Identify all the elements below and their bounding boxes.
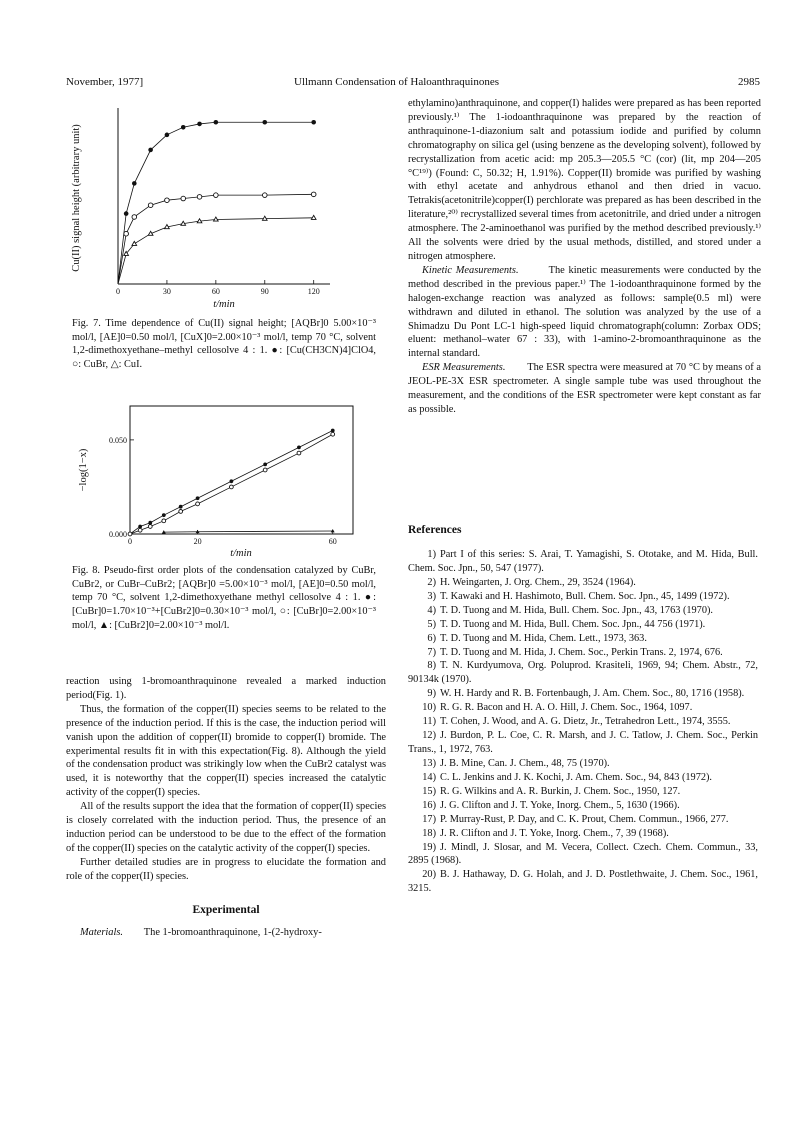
kinetic-label: Kinetic Measurements. [422,264,519,276]
fig8-data-point [162,513,166,517]
reference-text: R. G. R. Bacon and H. A. O. Hill, J. Chem. Soc., 1964, 1097. [440,702,693,714]
fig7-data-point [124,231,129,236]
fig8-data-point [196,502,200,506]
experimental-heading: Experimental [192,903,260,916]
fig7-x-axis-label: t/min [213,299,235,310]
fig8-data-point [148,521,152,525]
reference-item [408,729,758,756]
reference-item [408,757,758,771]
reference-text: B. J. Hathaway, D. G. Holah, and J. D. Postlethwaite, J. Chem. Soc., 1961, 3215. [408,869,758,894]
fig8-chart [74,404,374,562]
reference-item [408,771,758,785]
fig7-data-point [181,221,186,225]
fig8-series-open-circle [128,432,335,536]
reference-number: 8) [427,660,436,672]
reference-text: W. H. Hardy and R. B. Fortenbaugh, J. Am. Chem. Soc., 80, 1716 (1958). [440,688,745,700]
fig7-x-tick-label: 60 [211,287,220,296]
reference-number: 3) [427,590,436,602]
reference-number: 1) [427,549,436,560]
fig8-data-point [179,510,183,514]
fig7-data-point [197,122,202,127]
reference-text: J. R. Clifton and J. T. Yoke, Inorg. Chem., 7, 39 (1968). [440,827,669,839]
fig8-series-group [128,429,335,536]
reference-item [408,576,758,590]
fig7-series-open-triangle [118,215,316,284]
reference-item [408,785,758,799]
fig7-series-line [118,122,314,284]
fig8-plot [74,404,374,562]
fig8-data-point [331,432,335,436]
header-page-number: 2985 [738,76,760,88]
fig7-data-point [132,215,137,220]
reference-text: T. N. Kurdyumova, Org. Poluprod. Krasiteli, 1969, 94; Chem. Abstr., 72, 90134k (1970). [408,660,758,686]
fig7-x-ticks [116,280,320,296]
header-date: November, 1977] [66,76,144,88]
fig8-y-axis-label: −log(1−x) [78,448,89,492]
reference-number: 2) [427,576,436,588]
fig7-data-point [181,125,186,130]
fig7-data-point [124,211,129,216]
reference-number: 16) [422,799,436,811]
fig8-data-point [297,451,301,455]
fig7-chart [72,98,372,313]
fig7-data-point [214,193,219,198]
esr-text: The ESR spectra were measured at 70 °C by means of a JEOL-PE-3X ESR spectrometer. A single sample tube was used throughout the measurement, and the conditions of the ESR spectrometer were kept constant as far as possible. [408,362,762,415]
fig7-x-tick-label: 0 [116,287,120,296]
reference-text: P. Murray-Rust, P. Day, and C. K. Prout, Chem. Commun., 1966, 277. [440,813,729,825]
reference-number: 17) [422,813,436,825]
fig7-data-point [148,231,153,235]
fig8-data-point [179,505,183,509]
reference-item [408,618,758,632]
fig7-data-point [214,120,219,125]
fig8-data-point [297,446,301,450]
fig8-series-line [164,531,333,532]
reference-text: T. Kawaki and H. Hashimoto, Bull. Chem. Soc. Jpn., 45, 1499 (1972). [440,590,730,602]
reference-number: 15) [422,785,436,797]
fig8-data-point [162,519,166,523]
kinetic-text: The kinetic measurements were conducted by the method described in the previous paper.¹⁾ The 1-iodoanthraquinone formed by the halogen-exchange reaction was analyzed as follows: sample(0.5 ml) were withdrawn and diluted in ethanol. The solution was analyzed by the use of a Shimadzu Du Pont LC-1 high-speed liquid chromatograph(column: Zorbax ODS; eluent: methanol–water 67 : 33), with 1-amino-2-bromoanthraquinone as the internal standard. [408,264,761,360]
reference-text: J. G. Clifton and J. T. Yoke, Inorg. Chem., 5, 1630 (1966). [440,799,680,811]
reference-item [408,604,758,618]
reference-text: C. L. Jenkins and J. K. Kochi, J. Am. Chem. Soc., 94, 843 (1972). [440,771,712,783]
reference-number: 9) [427,688,436,700]
reference-item [408,646,758,660]
reference-number: 13) [422,757,436,769]
right-paragraph-materials: ethylamino)anthraquinone, and copper(I) halides were prepared as has been reported previously.¹⁾ The 1-iodoanthraquinone was prepared by the reaction of anthraquinone-1-diazonium salt and potassium iodide and purified by column chromatography on silica gel (using benzene as the developing solvent), followed by recrystallization from acetic acid: mp 205.3—205.5 °C (cor) (lit, mp 204—205 °C¹⁹⁾) (Found: C, 50.32; H, 1.91%). Copper(II) bromide was purified by washing with ethyl acetate and anhydrous ethanol and then dried in vacuo. Tetrakis(acetonitrile)copper(I) perchlorate was prepared as has been described in the literature,²⁰⁾ recrystallized several times from acetonitrile, and dried under a nitrogen atmosphere. The 2-aminoethanol was purified by the method described previously.¹⁾ All the solvents were dried by the usual methods, distilled, and stored under a nitrogen atmosphere. [408,98,761,262]
reference-number: 6) [427,632,436,644]
fig8-data-point [148,525,152,529]
fig8-x-ticks [128,530,337,546]
fig8-x-tick-label: 0 [128,537,132,546]
fig8-data-point [128,532,132,536]
fig7-data-point [197,195,202,200]
fig7-data-point [165,133,170,138]
fig7-data-point [165,198,170,203]
reference-number: 18) [422,827,436,839]
fig7-x-tick-label: 90 [260,287,269,296]
reference-number: 12) [422,730,436,742]
fig8-x-tick-label: 60 [328,537,337,546]
reference-text: T. Cohen, J. Wood, and A. G. Dietz, Jr., Tetrahedron Lett., 1974, 3555. [440,716,731,728]
reference-text: J. Mindl, J. Slosar, and M. Vecera, Collect. Czech. Chem. Commun., 33, 2895 (1968). [408,841,758,867]
fig7-series-group [118,120,316,284]
fig7-x-tick-label: 120 [307,287,320,296]
fig8-series-line [130,434,333,534]
reference-number: 19) [422,841,436,853]
fig8-series-filled-circle [128,429,335,536]
reference-item [408,827,758,841]
reference-number: 7) [427,646,436,658]
fig7-data-point [311,192,316,197]
fig7-data-point [311,215,316,219]
reference-number: 10) [422,702,436,714]
fig8-data-point [229,485,233,489]
reference-text: J. Burdon, P. L. Coe, C. R. Marsh, and J. C. Tatlow, J. Chem. Soc., Perkin Trans., 1, 1972, 763. [408,730,758,755]
reference-item [408,841,758,868]
fig8-data-point [138,525,142,529]
references-heading: References [408,524,462,536]
reference-item [408,799,758,813]
left-paragraph-3: All of the results support the idea that the formation of copper(II) species is closely correlated with the induction period. Thus, the presence of an induction period can be understood to be due to the effect of the formation of the copper(II) species on the catalytic activity of the copper(I) species. [66,801,386,854]
fig8-data-point [229,479,233,483]
reference-item [408,701,758,715]
fig8-series-filled-triangle [162,529,335,533]
fig7-data-point [214,217,219,221]
fig7-series-line [118,194,314,284]
fig7-caption: Fig. 7. Time dependence of Cu(II) signal height; [AQBr]0 5.00×10⁻³ mol/l, [AE]0=0.50 mol/l, [CuX]0=2.00×10⁻³ mol/l, temp 70 °C, solvent 1,2-dimethoxyethane–methyl cellosolve 4 : 1. ●: [Cu(CH3CN)4]ClO4, ○: CuBr, △: CuI. [72,318,376,371]
reference-text: J. B. Mine, Can. J. Chem., 48, 75 (1970). [440,757,610,769]
references-list [408,548,758,896]
fig8-x-tick-label: 20 [193,537,202,546]
reference-number: 4) [427,604,436,616]
reference-text: Part I of this series: S. Arai, T. Yamagishi, S. Ototake, and M. Hida, Bull. Chem. Soc. Jpn., 50, 547 (1977). [408,549,758,574]
fig7-data-point [181,196,186,201]
fig8-data-point [196,496,200,500]
fig7-data-point [197,219,202,223]
reference-number: 14) [422,771,436,783]
fig8-caption: Fig. 8. Pseudo-first order plots of the condensation catalyzed by CuBr, CuBr2, or CuBr–CuBr2; [AQBr]0 =5.00×10⁻³ mol/l, [AE]0=0.50 mol/l, temp 70 °C, solvent 1,2-dimethoxyethane methyl cellosolve 4 : 1. ●: [CuBr]0=1.70×10⁻³+[CuBr2]0=0.30×10⁻³ mol/l, ○: [CuBr]0=2.00×10⁻³ mol/l, ▲: [CuBr2]0=2.00×10⁻³ mol/l. [72,565,376,631]
reference-number: 11) [422,716,436,728]
reference-text: H. Weingarten, J. Org. Chem., 29, 3524 (1964). [440,576,636,588]
reference-number: 5) [427,618,436,630]
left-paragraph-1: reaction using 1-bromoanthraquinone revealed a marked induction period(Fig. 1). [66,676,386,701]
reference-item [408,813,758,827]
left-column-text [66,675,386,939]
fig7-data-point [132,181,137,186]
fig7-data-point [148,148,153,153]
reference-item [408,548,758,575]
fig7-plot [72,98,372,313]
fig8-x-axis-label: t/min [230,548,252,559]
fig7-data-point [311,120,316,125]
left-paragraph-4: Further detailed studies are in progress to elucidate the formation and role of the copper(II) species. [66,856,386,882]
materials-label: Materials. [80,926,124,938]
fig8-data-point [138,528,142,532]
reference-item [408,590,758,604]
materials-text: The 1-bromoanthraquinone, 1-(2-hydroxy- [143,926,322,938]
reference-item [408,687,758,701]
fig7-data-point [132,241,137,245]
right-column-text [408,97,761,417]
reference-text: T. D. Tuong and M. Hida, Bull. Chem. Soc. Jpn., 44 756 (1971). [440,618,706,630]
esr-label: ESR Measurements. [422,362,506,374]
fig8-data-point [331,429,335,433]
fig8-data-point [263,468,267,472]
fig7-data-point [262,120,267,125]
reference-item [408,715,758,729]
reference-text: T. D. Tuong and M. Hida, Bull. Chem. Soc. Jpn., 43, 1763 (1970). [440,604,713,616]
fig8-y-tick-label: 0.000 [109,530,127,539]
reference-number: 20) [422,869,436,881]
fig8-y-tick-label: 0.050 [109,435,127,445]
fig7-data-point [148,203,153,208]
fig8-data-point [263,462,267,466]
fig7-data-point [165,225,170,229]
fig7-data-point [262,216,267,220]
reference-text: T. D. Tuong and M. Hida, Chem. Lett., 1973, 363. [440,632,647,644]
reference-item [408,659,758,686]
header-title: Ullmann Condensation of Haloanthraquinones [294,76,499,88]
reference-text: T. D. Tuong and M. Hida, J. Chem. Soc., Perkin Trans. 2, 1974, 676. [440,646,723,658]
reference-text: R. G. Wilkins and A. R. Burkin, J. Chem. Soc., 1950, 127. [440,785,681,797]
fig7-y-axis-label: Cu(II) signal height (arbitrary unit) [71,124,82,272]
reference-item [408,632,758,646]
fig7-x-tick-label: 30 [162,287,171,296]
fig7-series-open-circle [118,192,316,284]
fig7-series-line [118,218,314,284]
fig7-series-filled-circle [118,120,316,284]
fig7-data-point [262,193,267,198]
left-paragraph-2: Thus, the formation of the copper(II) species seems to be related to the presence of the induction period. If this is the case, the induction period will vanish upon the addition of copper(II) bromide to copper(I) bromide. The experimental results fit in with this expectation(Fig. 8). Although the yield of the condensation product was strikingly low when the CuBr2 catalyst was used, it is noteworthy that the copper(II) species increased the catalytic activity of the copper(I) species. [66,703,386,799]
reference-item [408,868,758,895]
